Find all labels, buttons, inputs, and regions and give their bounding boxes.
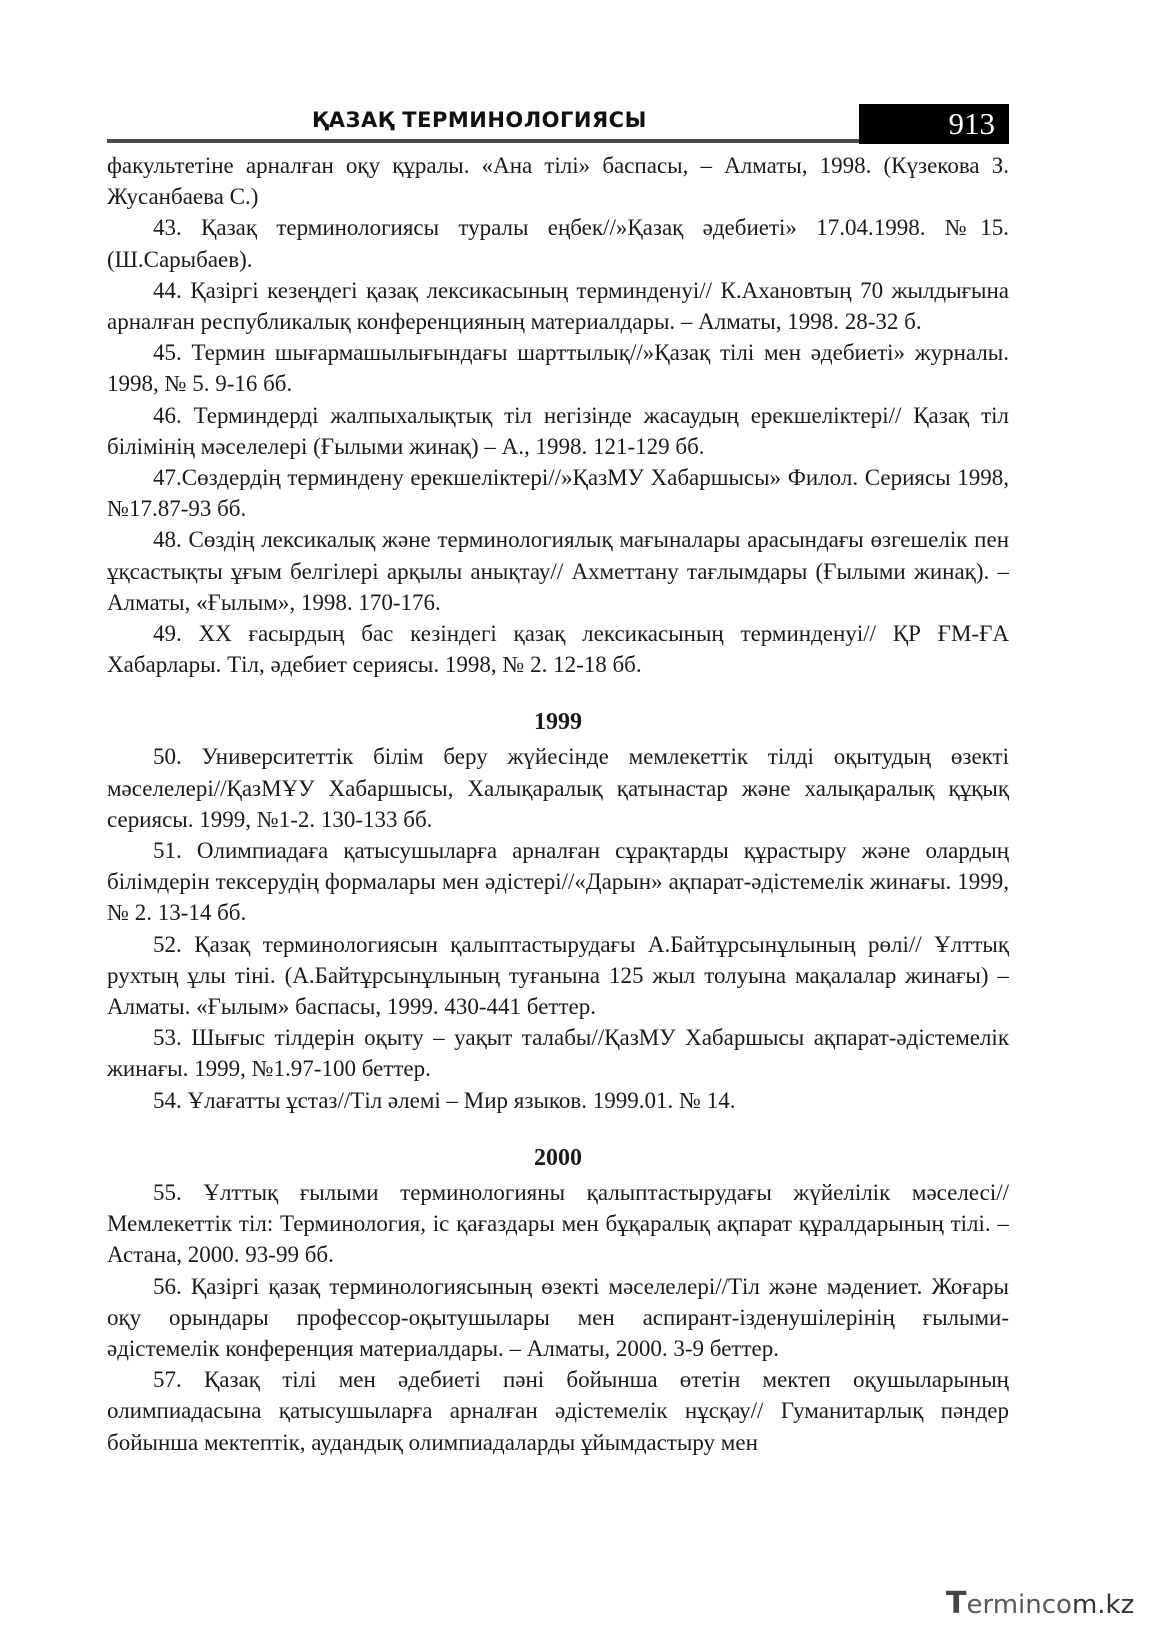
bibliography-entry: 47.Сөздердің терминдену ерекшеліктері//»ҚазМУ Хабаршысы» Филол. Сериясы 1998, №17.87-93 бб. (107, 465, 1009, 522)
bibliography-entry: 51. Олимпиадаға қатысушыларға арналған сұрақтарды құрастыру және олардың білімдерін тексерудің формалары мен әдістері//«Дарын» ақпарат-әдістемелік жинағы. 1999, № 2. 13-14 бб. (107, 838, 1009, 926)
page-number: 913 (948, 106, 995, 141)
page-header (107, 104, 1009, 146)
bibliography-entry: 44. Қазіргі кезеңдегі қазақ лексикасының терминденуі// К.Ахановтың 70 жылдығына арналған республикалық конференцияның материалдары. – Алматы, 1998. 28-32 б. (107, 277, 1009, 335)
year-heading-1999: 1999 (534, 709, 582, 736)
site-watermark (946, 1586, 1134, 1626)
watermark-t: T (946, 1586, 967, 1621)
watermark-domain: m.kz (1071, 1590, 1135, 1620)
running-title: ҚАЗАҚ ТЕРМИНОЛОГИЯСЫ (312, 108, 647, 132)
bibliography-entry: 45. Термин шығармашылығындағы шарттылық//»Қазақ тілі мен әдебиеті» журналы. 1998, № 5. 9-16 бб. (107, 340, 1009, 397)
bibliography-entry: 57. Қазақ тілі мен әдебиеті пәні бойынша өтетін мектеп оқушыларының олимпиадасына қатысушыларға арналған әдістемелік нұсқау// Гуманитарлық пәндер бойынша мектептік, аудандық олимпиадаларды ұйымдастыру мен (107, 1367, 1009, 1455)
watermark-o: o (1056, 1590, 1072, 1620)
bibliography-entry: 54. Ұлағатты ұстаз//Тіл әлемі – Мир языков. 1999.01. № 14. (153, 1087, 736, 1113)
bibliography-entry: 49. XX ғасырдың бас кезіндегі қазақ лексикасының терминденуі// ҚР ҒМ-ҒА Хабарлары. Тіл, әдебиет сериясы. 1998, № 2. 12-18 бб. (107, 621, 1009, 678)
page-number-box (859, 104, 1009, 144)
bibliography-entry: 46. Терминдерді жалпыхалықтық тіл негізінде жасаудың ерекшеліктері// Қазақ тіл білімінің мәселелері (Ғылыми жинақ) – А., 1998. 121-129 бб. (107, 402, 1009, 459)
header-rule (107, 139, 859, 143)
bibliography-entry: 55. Ұлттық ғылыми терминологияны қалыптастырудағы жүйелілік мәселесі//Мемлекеттік тіл: Терминология, іс қағаздары мен бұқаралық ақпарат құралдарының тілі. – Астана, 2000. 93-99 бб. (107, 1179, 1009, 1268)
bibliography-entry: 52. Қазақ терминологиясын қалыптастырудағы А.Байтұрсынұлының рөлі// Ұлттық рухтың ұлы тіні. (А.Байтұрсынұлының туғанына 125 жыл толуына мақалалар жинағы) – Алматы. «Ғылым» баспасы, 1999. 430-441 беттер. (107, 931, 1009, 1020)
bibliography-entry: 53. Шығыс тілдерін оқыту – уақыт талабы//ҚазМУ Хабаршысы ақпарат-әдістемелік жинағы. 1999, №1.97-100 беттер. (107, 1025, 1009, 1082)
watermark-text: erminc (966, 1590, 1057, 1620)
bibliography-entry: 43. Қазақ терминологиясы туралы еңбек//»Қазақ әдебиеті» 17.04.1998. №15. (Ш.Сарыбаев). (107, 215, 1009, 272)
bibliography-entry: 50. Университеттік білім беру жүйесінде мемлекеттік тілді оқытудың өзекті мәселелері//ҚазМҰУ Хабаршысы, Халықаралық қатынастар және халықаралық құқық сериясы. 1999, №1-2. 130-133 бб. (107, 744, 1009, 832)
bibliography-entry: 48. Сөздің лексикалық және терминологиялық мағыналары арасындағы өзгешелік пен ұқсастықты ұғым белгілері арқылы анықтау// Ахметтану тағлымдары (Ғылыми жинақ). – Алматы, «Ғылым», 1998. 170-176. (107, 527, 1009, 615)
year-heading-2000: 2000 (534, 1144, 582, 1171)
bibliography-entry: 56. Қазіргі қазақ терминологиясының өзекті мәселелері//Тіл және мәдениет. Жоғары оқу орындары профессор-оқытушылары мен аспирант-ізденушілерінің ғылыми-әдістемелік конференция материалдары. – Алматы, 2000. 3-9 беттер. (107, 1273, 1009, 1361)
continuation-paragraph: факультетіне арналған оқу құралы. «Ана тілі» баспасы, – Алматы, 1998. (Күзекова З. Жусанбаева С.) (107, 153, 1009, 210)
document-body (107, 150, 1009, 1458)
